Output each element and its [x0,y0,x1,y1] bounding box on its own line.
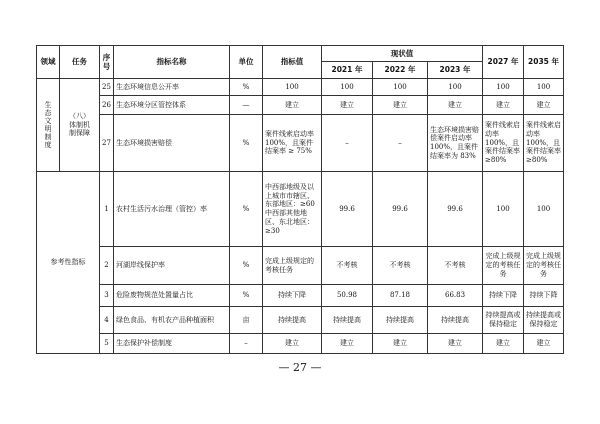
value-2023: 持续提高 [428,307,483,334]
seq-cell: 5 [100,334,114,354]
indicator-name: 河湖岸线保护率 [114,247,230,285]
seq-cell: 25 [100,79,114,96]
value-2023: 不考核 [428,247,483,285]
indicator-name: 生态环境分区管控体系 [114,96,230,115]
header-indicator: 指标名称 [114,46,230,79]
value-2021: 持续提高 [322,307,373,334]
unit-cell: % [230,172,263,247]
header-2027: 2027 年 [483,46,524,79]
value-2022: 建立 [373,334,428,354]
table-row [37,247,564,285]
seq-cell: 27 [100,115,114,172]
table-row [37,115,564,172]
value-2035: 建立 [524,96,564,115]
ref-label: 参考性指标 [37,172,100,354]
unit-cell: % [230,79,263,96]
indicator-name: 绿色食品、有机农产品种植面积 [114,307,230,334]
unit-cell: % [230,285,263,307]
indicator-name: 生态环境损害赔偿 [114,115,230,172]
value-2021: 99.6 [322,172,373,247]
seq-cell: 26 [100,96,114,115]
value-2021: 建立 [322,334,373,354]
header-2022: 2022 年 [373,62,428,79]
value-cell: 中西部地级及以上城市市辖区、东部地区：≥60 中西部其他地区、东北地区：≥30 [263,172,322,247]
header-seq: 序号 [100,46,114,79]
value-2023: 99.6 [428,172,483,247]
table-row [37,285,564,307]
value-2022: 不考核 [373,247,428,285]
value-2021: 建立 [322,96,373,115]
value-2027: 100 [483,172,524,247]
value-2035: 建立 [524,334,564,354]
header-value: 指标值 [263,46,322,79]
table-row [37,334,564,354]
value-2035: 100 [524,79,564,96]
seq-cell: 1 [100,172,114,247]
value-2027: 建立 [483,96,524,115]
unit-cell: – [230,334,263,354]
task-label: （八）体制机制保障 [69,111,90,138]
value-cell: 案件线索启动率 100%，且案件结案率 ≥ 75% [263,115,322,172]
value-cell: 100 [263,79,322,96]
value-2021: 100 [322,79,373,96]
value-cell: 建立 [263,334,322,354]
indicator-name: 生态保护补偿制度 [114,334,230,354]
value-2021: 50.98 [322,285,373,307]
value-cell: 持续下降 [263,285,322,307]
value-2023: 建立 [428,334,483,354]
header-current: 现状值 [322,46,483,62]
seq-cell: 4 [100,307,114,334]
seq-cell: 2 [100,247,114,285]
value-2023: 建立 [428,96,483,115]
indicator-name: 生态环境信息公开率 [114,79,230,96]
header-2023: 2023 年 [428,62,483,79]
value-2023: 66.83 [428,285,483,307]
value-2023: 100 [428,79,483,96]
table-row [37,307,564,334]
value-2022: 持续提高 [373,307,428,334]
unit-cell: — [230,96,263,115]
value-2035: 持续下降 [524,285,564,307]
value-2027: 案件线索启动率 100%，且案件结案率≥80% [483,115,524,172]
header-2021: 2021 年 [322,62,373,79]
unit-cell: % [230,247,263,285]
header-unit: 单位 [230,46,263,79]
header-domain: 领域 [37,46,60,79]
value-2022: 99.6 [373,172,428,247]
value-2022: 100 [373,79,428,96]
value-2027: 完成上级规定的考核任务 [483,247,524,285]
value-2035: 100 [524,172,564,247]
task-cell [60,79,100,172]
value-2027: 持续提高或保持稳定 [483,307,524,334]
value-2021: – [322,115,373,172]
value-2035: 完成上级规定的考核任务 [524,247,564,285]
value-cell: 建立 [263,96,322,115]
unit-cell: 亩 [230,307,263,334]
value-2022: – [373,115,428,172]
value-cell: 完成上级规定的考核任务 [263,247,322,285]
table-row [37,79,564,96]
table-row [37,96,564,115]
domain-cell [37,79,60,172]
value-2023: 生态环境损害赔偿案件启动率 100%，且案件结案率为 83% [428,115,483,172]
value-2022: 87.18 [373,285,428,307]
indicator-table [36,45,564,354]
value-cell: 持续提高 [263,307,322,334]
header-2035: 2035 年 [524,46,564,79]
seq-cell: 3 [100,285,114,307]
table-row [37,172,564,247]
value-2027: 100 [483,79,524,96]
header-task: 任务 [60,46,100,79]
indicator-name: 危险废物规范处置量占比 [114,285,230,307]
domain-label: 生态文明制度 [44,100,52,150]
value-2035: 案件线索启动率 100%，且案件结案率≥80% [524,115,564,172]
value-2022: 建立 [373,96,428,115]
value-2027: 持续下降 [483,285,524,307]
value-2035: 持续提高或保持稳定 [524,307,564,334]
page-number: — 27 — [278,361,322,374]
value-2027: 建立 [483,334,524,354]
unit-cell: % [230,115,263,172]
value-2021: 不考核 [322,247,373,285]
indicator-name: 农村生活污水治理（管控）率 [114,172,230,247]
